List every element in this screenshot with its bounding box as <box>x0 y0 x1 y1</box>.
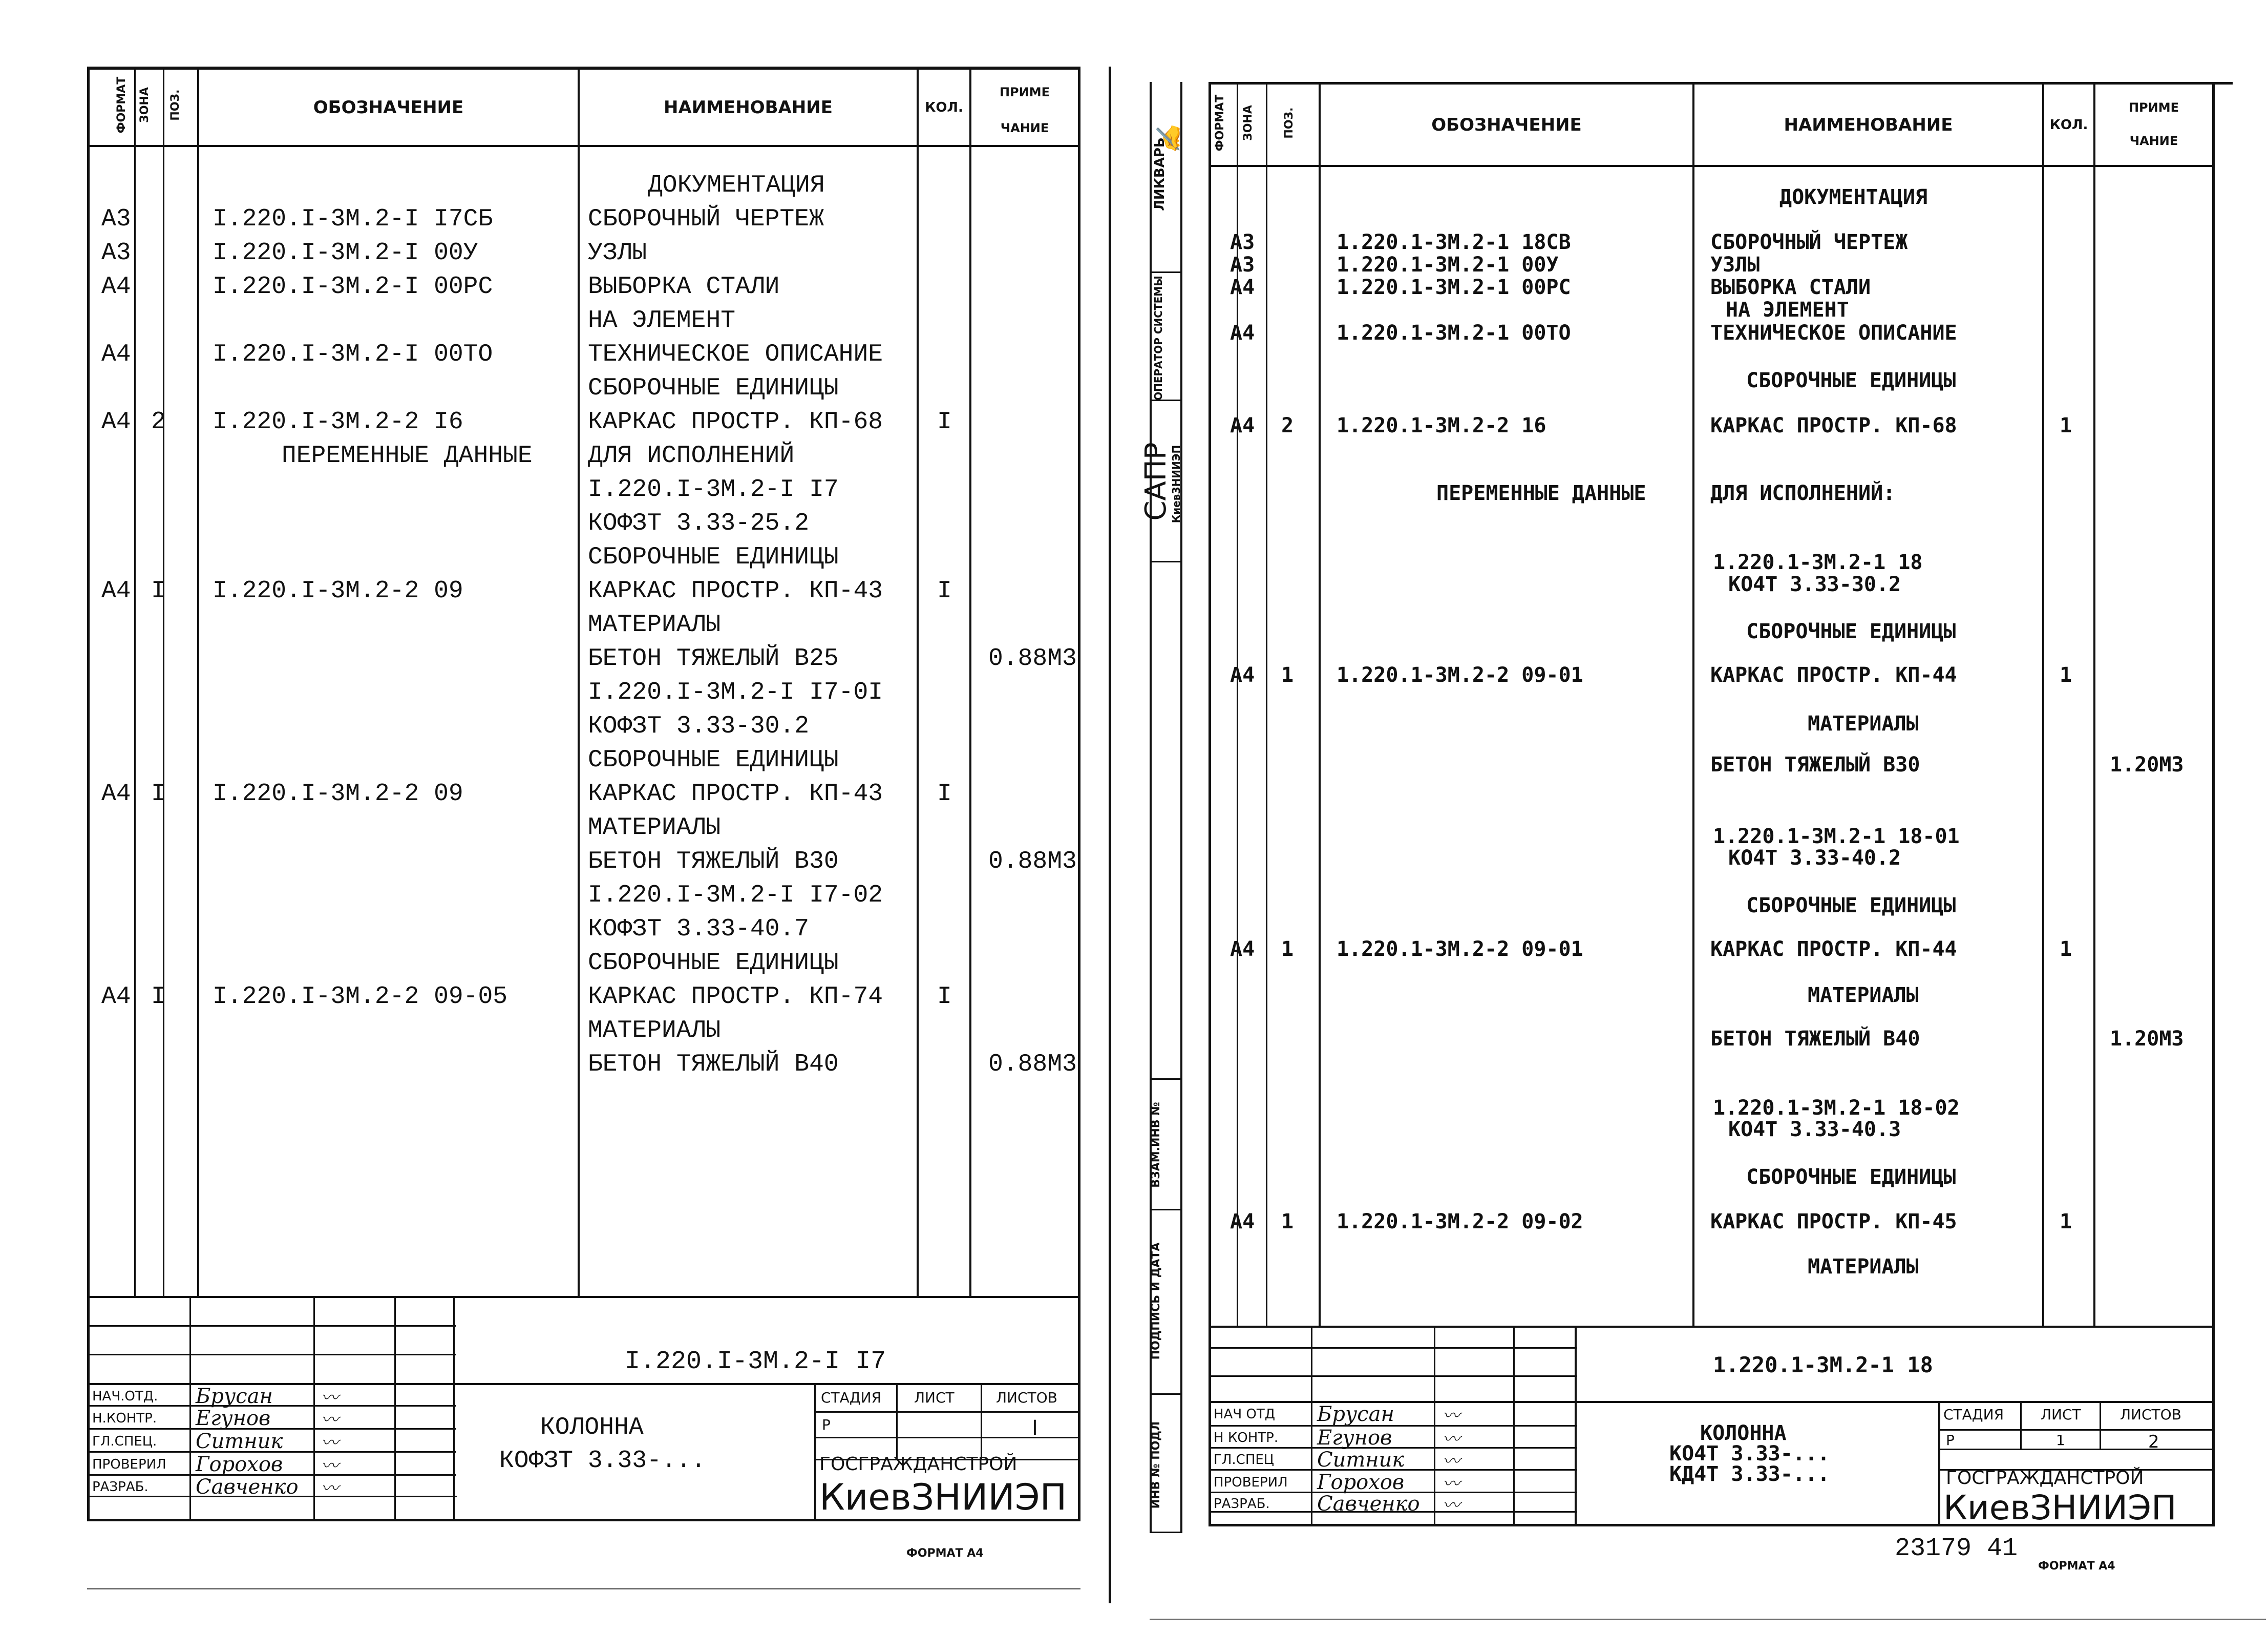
row-name: СБОРОЧНЫЙ ЧЕРТЕЖ <box>1710 231 1908 254</box>
row-designation: 1.220.1-3М.2-2 09-01 <box>1337 663 1583 687</box>
row-name: ТЕХНИЧЕСКОЕ ОПИСАНИЕ <box>588 341 883 368</box>
row-name: КОФЗТ 3.33-25.2 <box>588 510 810 537</box>
row-name: СБОРОЧНЫЕ ЕДИНИЦЫ <box>588 543 839 571</box>
row-designation: I.220.I-3М.2-I 00РС <box>213 273 493 301</box>
row-qty: 1 <box>2060 663 2072 687</box>
row-zone: I <box>151 983 166 1011</box>
name-column-header: НАИМЕНОВАНИЕ <box>663 97 833 118</box>
signature-name: Горохов <box>196 1453 283 1476</box>
row-note: 0.88М3 <box>988 645 1077 673</box>
signature-name: Егунов <box>196 1407 271 1430</box>
row-note: 1.20М3 <box>2110 753 2184 777</box>
left-org-institute: КиевЗНИИЭП <box>819 1476 1067 1518</box>
row-note: 1.20М3 <box>2110 1027 2184 1051</box>
row-zone: 2 <box>1281 414 1294 437</box>
handwritten-signature-mark: 〰 <box>321 1478 338 1499</box>
row-name: КАРКАС ПРОСТР. КП-68 <box>588 408 883 436</box>
row-name: БЕТОН ТЯЖЕЛЫЙ В25 <box>588 645 839 673</box>
note-column-header-2: ЧАНИЕ <box>1000 121 1049 135</box>
row-name: МАТЕРИАЛЫ <box>1808 712 1919 736</box>
row-name: СБОРОЧНЫЕ ЕДИНИЦЫ <box>1746 369 1956 392</box>
note-column-header-1: ПРИМЕ <box>999 85 1050 99</box>
row-name: МАТЕРИАЛЫ <box>588 1017 721 1044</box>
row-format: А3 <box>101 205 131 233</box>
row-zone: 1 <box>1281 1210 1294 1233</box>
right-org-institute: КиевЗНИИЭП <box>1943 1488 2177 1527</box>
margin-label-operator: ОПЕРАТОР СИСТЕМЫ <box>1152 276 1164 401</box>
signature-role: НАЧ ОТД <box>1214 1407 1276 1422</box>
stamp-number: 23179 41 <box>1895 1534 2018 1563</box>
margin-label-inv-orig: ИНВ № ПОДЛ <box>1150 1421 1162 1509</box>
row-name: СБОРОЧНЫЕ ЕДИНИЦЫ <box>1746 620 1956 643</box>
zone-column-header: ЗОНА <box>138 87 151 123</box>
r-pos-column-header: ПОЗ. <box>1283 107 1296 139</box>
row-name: МАТЕРИАЛЫ <box>588 814 721 842</box>
row-name: КАРКАС ПРОСТР. КП-43 <box>588 780 883 808</box>
left-sheets-header: ЛИСТОВ <box>996 1389 1057 1406</box>
row-designation: I.220.I-3М.2-2 09 <box>213 577 463 605</box>
left-sheets-value: I <box>1032 1416 1038 1440</box>
row-name: МАТЕРИАЛЫ <box>1808 983 1919 1007</box>
signature-role: РАЗРАБ. <box>92 1479 149 1495</box>
signature-name: Ситник <box>1317 1448 1405 1472</box>
row-format: А4 <box>1230 321 1255 345</box>
row-name: ВЫБОРКА СТАЛИ <box>588 273 780 301</box>
signature-role: ПРОВЕРИЛ <box>92 1457 166 1472</box>
r-name-column-header: НАИМЕНОВАНИЕ <box>1784 114 1953 135</box>
margin-label-sign-date: ПОДПИСЬ И ДАТА <box>1150 1242 1162 1360</box>
pos-column-header: ПОЗ. <box>169 89 182 121</box>
row-name: СБОРОЧНЫЙ ЧЕРТЕЖ <box>588 205 824 233</box>
signature-name: Горохов <box>1317 1471 1405 1494</box>
row-name: НА ЭЛЕМЕНТ <box>1726 298 1849 322</box>
signature-role: ГЛ.СПЕЦ <box>1214 1452 1274 1468</box>
row-note: 0.88М3 <box>988 848 1077 875</box>
row-name: БЕТОН ТЯЖЕЛЫЙ В30 <box>1710 753 1920 777</box>
right-sheet-value: 1 <box>2056 1432 2065 1449</box>
row-designation: I.220.I-3М.2-2 I6 <box>213 408 463 436</box>
row-qty: 1 <box>2060 1210 2072 1233</box>
handwritten-signature-mark: 〰 <box>1443 1495 1460 1516</box>
row-format: А4 <box>101 341 131 368</box>
row-format: А4 <box>1230 1210 1255 1233</box>
row-name: УЗЛЫ <box>1710 253 1760 277</box>
signature-name: Брусан <box>1317 1402 1394 1426</box>
row-qty: I <box>937 780 952 808</box>
row-name: БЕТОН ТЯЖЕЛЫЙ В40 <box>1710 1027 1920 1051</box>
row-name: КО4Т 3.33-30.2 <box>1728 573 1901 596</box>
signature-name: Савченко <box>196 1475 299 1499</box>
margin-label-kievzniiep: КиевЗНИИЭП <box>1170 445 1182 524</box>
row-zone: 2 <box>151 408 166 436</box>
row-name: I.220.I-3М.2-I I7-0I <box>588 679 883 706</box>
row-name: ДОКУМЕНТАЦИЯ <box>1779 185 1927 209</box>
row-format: А4 <box>1230 937 1255 961</box>
signature-role: Н КОНТР. <box>1214 1430 1279 1446</box>
format-column-header: ФОРМАТ <box>115 76 128 134</box>
handwritten-signature-mark: 〰 <box>1443 1406 1460 1426</box>
right-sheets-value: 2 <box>2148 1432 2159 1452</box>
signature-role: ПРОВЕРИЛ <box>1214 1475 1288 1490</box>
row-name: СБОРОЧНЫЕ ЕДИНИЦЫ <box>1746 1165 1956 1189</box>
row-zone: 1 <box>1281 937 1294 961</box>
row-designation: 1.220.1-3М.2-1 18СВ <box>1337 231 1571 254</box>
row-designation: I.220.I-3М.2-2 09-05 <box>213 983 508 1011</box>
row-format: А4 <box>1230 663 1255 687</box>
row-zone: I <box>151 577 166 605</box>
designation-column-header: ОБОЗНАЧЕНИЕ <box>313 97 464 118</box>
row-designation: I.220.I-3М.2-2 09 <box>213 780 463 808</box>
row-name: ДЛЯ ИСПОЛНЕНИЙ <box>588 442 795 470</box>
right-stage-header: СТАДИЯ <box>1943 1406 2004 1423</box>
row-designation: I.220.I-3М.2-I 00У <box>213 239 478 267</box>
right-title-line-1: КОЛОННА <box>1700 1421 1787 1445</box>
handwritten-signature-mark: 〰 <box>321 1456 338 1476</box>
row-name: МАТЕРИАЛЫ <box>1808 1255 1919 1279</box>
row-name: СБОРОЧНЫЕ ЕДИНИЦЫ <box>1746 894 1956 917</box>
row-format: А3 <box>1230 231 1255 254</box>
signature-name: Савченко <box>1317 1492 1420 1516</box>
row-format: А4 <box>1230 414 1255 437</box>
left-title-line-1: КОЛОННА <box>540 1414 644 1441</box>
row-designation: I.220.I-3М.2-I I7СБ <box>213 205 493 233</box>
margin-signature: ✍ <box>1155 124 1182 154</box>
left-org-ministry: ГОСГРАЖДАНСТРОЙ <box>819 1454 1018 1475</box>
row-name: КОФЗТ 3.33-40.7 <box>588 915 810 943</box>
row-format: А4 <box>101 577 131 605</box>
row-name: КАРКАС ПРОСТР. КП-43 <box>588 577 883 605</box>
row-qty: 1 <box>2060 414 2072 437</box>
row-format: А3 <box>1230 253 1255 277</box>
row-name: КО4Т 3.33-40.2 <box>1728 846 1901 870</box>
qty-column-header: КОЛ. <box>925 99 963 115</box>
row-qty: I <box>937 577 952 605</box>
left-title-line-2: КОФЗТ 3.33-... <box>499 1447 706 1475</box>
row-format: А4 <box>101 408 131 436</box>
margin-label-inv-replace: ВЗАМ.ИНВ № <box>1150 1102 1162 1188</box>
left-stage-value: Р <box>822 1416 831 1433</box>
right-doc-code: 1.220.1-3М.2-1 18 <box>1713 1352 1933 1377</box>
row-name: ТЕХНИЧЕСКОЕ ОПИСАНИЕ <box>1710 321 1957 345</box>
row-name: КАРКАС ПРОСТР. КП-74 <box>588 983 883 1011</box>
right-sheets-header: ЛИСТОВ <box>2120 1406 2181 1423</box>
row-name: КАРКАС ПРОСТР. КП-68 <box>1710 414 1957 437</box>
row-format: А4 <box>101 780 131 808</box>
row-name: КОФЗТ 3.33-30.2 <box>588 713 810 740</box>
row-designation: 1.220.1-3М.2-2 09-01 <box>1337 937 1583 961</box>
handwritten-signature-mark: 〰 <box>321 1433 338 1453</box>
row-name: СБОРОЧНЫЕ ЕДИНИЦЫ <box>588 746 839 774</box>
signature-name: Ситник <box>196 1430 283 1453</box>
left-doc-code: I.220.I-3М.2-I I7 <box>625 1347 886 1376</box>
signature-role: НАЧ.ОТД. <box>92 1389 158 1404</box>
left-stage-header: СТАДИЯ <box>821 1389 882 1406</box>
row-name: I.220.I-3М.2-I I7-02 <box>588 882 883 909</box>
left-sheet-header: ЛИСТ <box>914 1389 955 1406</box>
row-name: НА ЭЛЕМЕНТ <box>588 307 736 334</box>
row-name: 1.220.1-3М.2-1 18-01 <box>1713 825 1960 848</box>
r-note-column-header-1: ПРИМЕ <box>2128 100 2179 115</box>
margin-label-sapr: САПР <box>1139 442 1173 521</box>
row-designation: 1.220.1-3М.2-1 00ТО <box>1337 321 1571 345</box>
row-format: А4 <box>101 983 131 1011</box>
row-name: ДЛЯ ИСПОЛНЕНИЙ: <box>1710 481 1896 505</box>
row-designation: ПЕРЕМЕННЫЕ ДАННЫЕ <box>282 442 533 470</box>
row-format: А4 <box>1230 276 1255 299</box>
r-qty-column-header: КОЛ. <box>2049 117 2088 133</box>
row-qty: 1 <box>2060 937 2072 961</box>
right-title-line-3: КД4Т 3.33-... <box>1669 1462 1830 1486</box>
signature-role: Н.КОНТР. <box>92 1411 157 1426</box>
row-name: ВЫБОРКА СТАЛИ <box>1710 276 1871 299</box>
row-zone: 1 <box>1281 663 1294 687</box>
left-format-footer: ФОРМАТ А4 <box>906 1547 984 1560</box>
right-org-ministry: ГОСГРАЖДАНСТРОЙ <box>1946 1468 2144 1489</box>
right-stage-value: Р <box>1946 1432 1955 1449</box>
row-name: 1.220.1-3М.2-1 18 <box>1713 551 1923 574</box>
margin-label-likvar: ЛИКВАРЬ <box>1152 137 1168 211</box>
r-format-column-header: ФОРМАТ <box>1214 94 1226 152</box>
row-zone: I <box>151 780 166 808</box>
right-title-line-2: КО4Т 3.33-... <box>1669 1442 1830 1465</box>
r-note-column-header-2: ЧАНИЕ <box>2129 134 2178 148</box>
row-name: МАТЕРИАЛЫ <box>588 611 721 639</box>
signature-role: ГЛ.СПЕЦ. <box>92 1434 157 1449</box>
row-name: ДОКУМЕНТАЦИЯ <box>648 172 825 199</box>
row-name: УЗЛЫ <box>588 239 647 267</box>
row-name: СБОРОЧНЫЕ ЕДИНИЦЫ <box>588 374 839 402</box>
row-name: БЕТОН ТЯЖЕЛЫЙ В30 <box>588 848 839 875</box>
row-note: 0.88М3 <box>988 1051 1077 1078</box>
r-zone-column-header: ЗОНА <box>1242 105 1255 141</box>
row-designation: ПЕРЕМЕННЫЕ ДАННЫЕ <box>1436 481 1646 505</box>
handwritten-signature-mark: 〰 <box>1443 1474 1460 1494</box>
row-designation: 1.220.1-3М.2-2 16 <box>1337 414 1546 437</box>
row-name: КО4Т 3.33-40.3 <box>1728 1118 1901 1141</box>
row-name: СБОРОЧНЫЕ ЕДИНИЦЫ <box>588 949 839 977</box>
row-designation: 1.220.1-3М.2-1 00У <box>1337 253 1559 277</box>
row-name: КАРКАС ПРОСТР. КП-45 <box>1710 1210 1957 1233</box>
row-designation: 1.220.1-3М.2-2 09-02 <box>1337 1210 1583 1233</box>
row-qty: I <box>937 408 952 436</box>
row-name: 1.220.1-3М.2-1 18-02 <box>1713 1096 1960 1120</box>
r-designation-column-header: ОБОЗНАЧЕНИЕ <box>1431 114 1582 135</box>
row-name: I.220.I-3М.2-I I7 <box>588 476 839 504</box>
row-qty: I <box>937 983 952 1011</box>
right-sheet-header: ЛИСТ <box>2041 1406 2081 1423</box>
handwritten-signature-mark: 〰 <box>321 1388 338 1408</box>
row-designation: 1.220.1-3М.2-1 00РС <box>1337 276 1571 299</box>
signature-name: Брусан <box>196 1385 273 1408</box>
row-name: БЕТОН ТЯЖЕЛЫЙ В40 <box>588 1051 839 1078</box>
handwritten-signature-mark: 〰 <box>1443 1429 1460 1450</box>
row-format: А3 <box>101 239 131 267</box>
signature-role: РАЗРАБ. <box>1214 1496 1270 1512</box>
handwritten-signature-mark: 〰 <box>321 1410 338 1430</box>
row-name: КАРКАС ПРОСТР. КП-44 <box>1710 663 1957 687</box>
handwritten-signature-mark: 〰 <box>1443 1451 1460 1472</box>
row-format: А4 <box>101 273 131 301</box>
row-designation: I.220.I-3М.2-I 00ТО <box>213 341 493 368</box>
row-name: КАРКАС ПРОСТР. КП-44 <box>1710 937 1957 961</box>
signature-name: Егунов <box>1317 1426 1392 1450</box>
right-format-footer: ФОРМАТ А4 <box>2038 1560 2115 1573</box>
